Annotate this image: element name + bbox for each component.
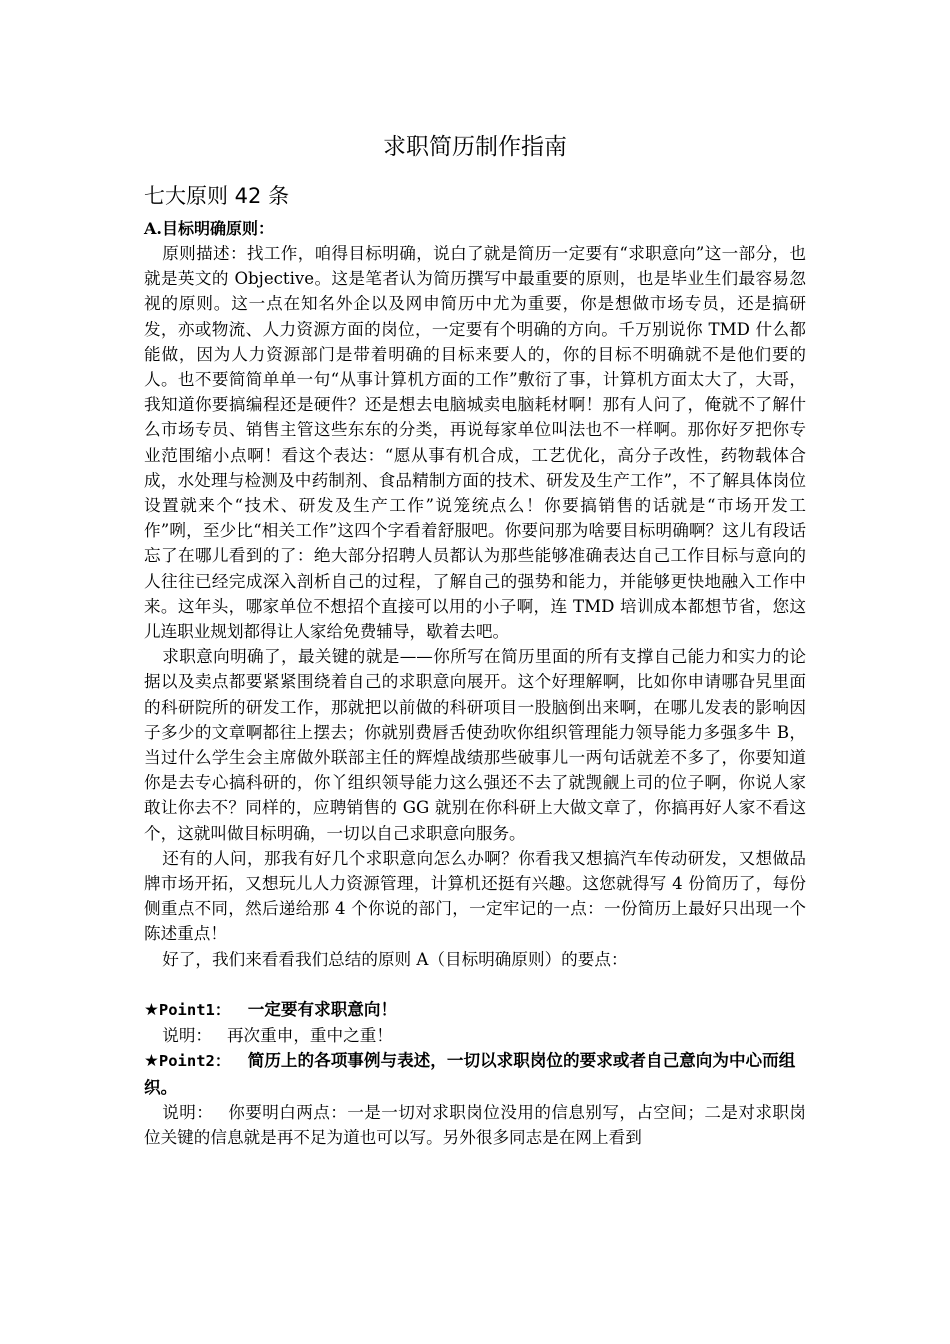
star-icon: ★ (144, 1051, 159, 1071)
document-title: 求职简历制作指南 (383, 134, 567, 160)
point-tag: Point2： (158, 1052, 231, 1071)
note-label: 说明： (162, 1026, 213, 1046)
section-heading: 七大原则 42 条 (144, 184, 290, 208)
point-tag: Point1： (158, 1000, 231, 1019)
principle-heading: A.目标明确原则： (144, 219, 274, 238)
point-item (144, 997, 806, 1023)
document-page (144, 130, 806, 1150)
paragraph: 还有的人问，那我有好几个求职意向怎么办啊？你看我又想搞汽车传动研发，又想做品牌市场开拓，又想玩儿人力资源管理，计算机还挺有兴趣。这您就得写 4 份简历了，每份侧重点不同，然后递给那 4 个你说的部门，一定牢记的一点：一份简历上最好只出现一个陈述重点！ (144, 848, 806, 944)
paragraph: 好了，我们来看看我们总结的原则 A（目标明确原则）的要点： (162, 949, 628, 969)
point-text: 简历上的各项事例与表述，一切以求职岗位的要求或者自己意向为中心而组织。 (144, 1050, 796, 1097)
paragraph: 求职意向明确了，最关键的就是——你所写在简历里面的所有支撑自己能力和实力的论据以及卖点都要紧紧围绕着自己的求职意向展开。这个好理解啊，比如你申请哪旮旯里面的科研院所的研发工作，那就把以前做的科研项目一股脑倒出来啊，在哪儿发表的影响因子多少的文章啊都往上摆去；你就别费唇舌使劲吹你组织管理能力领导能力多强多牛 B，当过什么学生会主席做外联部主任的辉煌战绩那些破事儿一两句话就差不多了，你要知道你是去专心搞科研的，你丫组织领导能力这么强还不去了就觊觎上司的位子啊，你说人家敢让你去不？同样的，应聘销售的 GG 就别在你科研上大做文章了，你搞再好人家不看这个，这就叫做目标明确，一切以自己求职意向服务。 (144, 647, 806, 843)
star-icon: ★ (144, 999, 159, 1019)
note-label: 说明： (162, 1102, 214, 1122)
point-item (144, 1048, 806, 1099)
point-text: 一定要有求职意向！ (247, 998, 398, 1019)
note-text: 再次重申，重中之重！ (226, 1026, 393, 1046)
blank-line (144, 972, 806, 997)
note-text: 你要明白两点：一是一切对求职岗位没用的信息别写，占空间；二是对求职岗位关键的信息就是再不足为道也可以写。另外很多同志是在网上看到 (144, 1102, 807, 1147)
point-note (144, 1023, 806, 1048)
paragraph: 原则描述：找工作，咱得目标明确，说白了就是简历一定要有“求职意向”这一部分，也就是英文的 Objective。这是笔者认为简历撰写中最重要的原则，也是毕业生们最容易忽视的原则。这一点在知名外企以及网申简历中尤为重要，你是想做市场专员，还是搞研发，亦或物流、人力资源方面的岗位，一定要有个明确的方向。千万别说你 TMD 什么都能做，因为人力资源部门是带着明确的目标来要人的，你的目标不明确就不是他们要的人。也不要简简单单一句“从事计算机方面的工作”敷衍了事，计算机方面太大了，大哥，我知道你要搞编程还是硬件？还是想去电脑城卖电脑耗材啊！那有人问了，俺就不了解什么市场专员、销售主管这些东东的分类，再说每家单位叫法也不一样啊。那你好歹把你专业范围缩小点啊！看这个表达：“愿从事有机合成，工艺优化，高分子改性，药物载体合成，水处理与检测及中药制剂、食品精制方面的技术、研发及生产工作”，不了解具体岗位设置就来个“技术、研发及生产工作”说笼统点么！你要搞销售的话就是“市场开发工作”咧，至少比“相关工作”这四个字看着舒服吧。你要问那为啥要目标明确啊？这儿有段话忘了在哪儿看到的了：绝大部分招聘人员都认为那些能够准确表达自己工作目标与意向的人往往已经完成深入剖析自己的过程，了解自己的强势和能力，并能够更快地融入工作中来。这年头，哪家单位不想招个直接可以用的小子啊，连 TMD 培训成本都想节省，您这儿连职业规划都得让人家给免费辅导，歇着去吧。 (144, 244, 806, 642)
point-note (144, 1100, 806, 1150)
